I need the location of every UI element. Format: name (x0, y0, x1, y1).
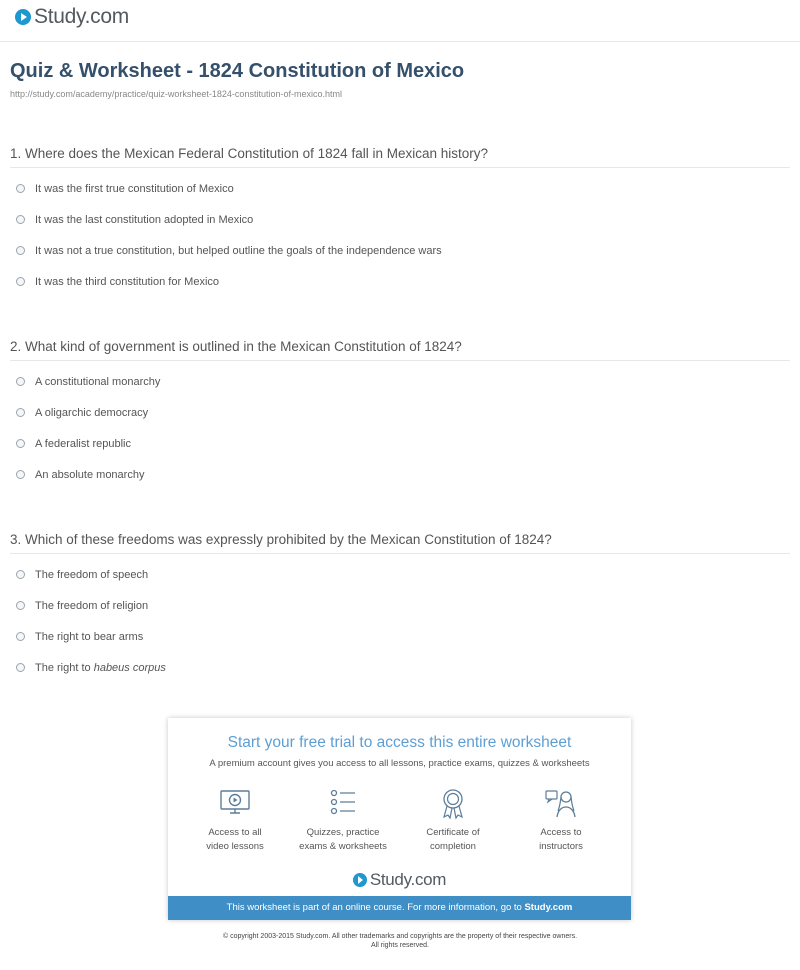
feature-label (511, 826, 611, 854)
header-divider (0, 41, 800, 42)
option-label: A federalist republic (35, 437, 131, 450)
option-label: It was the first true constitution of Mexico (35, 182, 234, 195)
video-lesson-icon (218, 786, 252, 820)
study-logo[interactable] (15, 5, 129, 29)
feature-label-line2: instructors (539, 841, 583, 852)
option-label (35, 662, 166, 674)
answer-option[interactable] (10, 204, 790, 235)
option-label: A oligarchic democracy (35, 406, 149, 419)
option-label: The freedom of speech (35, 568, 149, 581)
feature-label-line2: exams & worksheets (299, 841, 387, 852)
radio-icon[interactable] (16, 601, 25, 610)
promo-footer-link[interactable]: Study.com (524, 902, 573, 913)
copyright-notice (0, 932, 800, 950)
feature-label (403, 826, 503, 854)
answer-option[interactable] (10, 173, 790, 204)
feature-label-line1: Access to all (208, 827, 262, 838)
promo-subtitle: A premium account gives you access to all lessons, practice exams, quizzes & worksheets (209, 758, 590, 769)
question-1 (10, 146, 790, 297)
feature-label-line1: Certificate of (426, 827, 480, 838)
answer-option[interactable] (10, 235, 790, 266)
option-label: A constitutional monarchy (35, 375, 161, 388)
answer-option[interactable] (10, 459, 790, 490)
radio-icon[interactable] (16, 377, 25, 386)
play-icon (353, 873, 367, 887)
feature-label-line2: video lessons (206, 841, 264, 852)
question-title: 2. What kind of government is outlined in the Mexican Constitution of 1824? (10, 339, 790, 361)
checklist-icon (326, 786, 360, 820)
certificate-icon (436, 786, 470, 820)
answer-option[interactable] (10, 266, 790, 297)
page-url: http://study.com/academy/practice/quiz-worksheet-1824-constitution-of-mexico.html (10, 89, 342, 99)
feature-certificate (403, 786, 503, 854)
radio-icon[interactable] (16, 632, 25, 641)
question-2 (10, 339, 790, 490)
answer-option[interactable] (10, 559, 790, 590)
radio-icon[interactable] (16, 277, 25, 286)
radio-icon[interactable] (16, 184, 25, 193)
answer-option[interactable] (10, 428, 790, 459)
feature-video-lessons (185, 786, 285, 854)
radio-icon[interactable] (16, 663, 25, 672)
question-3 (10, 532, 790, 683)
answer-option[interactable] (10, 397, 790, 428)
promo-footer-text: This worksheet is part of an online course. For more information, go to (226, 902, 525, 913)
feature-label-line2: completion (430, 841, 476, 852)
feature-quizzes (293, 786, 393, 854)
radio-icon[interactable] (16, 570, 25, 579)
radio-icon[interactable] (16, 470, 25, 479)
feature-instructors (511, 786, 611, 854)
answer-option[interactable] (10, 590, 790, 621)
feature-label (185, 826, 285, 854)
copyright-line: All rights reserved. (371, 942, 429, 949)
feature-label-line1: Quizzes, practice (306, 827, 380, 838)
option-label: It was not a true constitution, but helped outline the goals of the independence wars (35, 244, 442, 257)
answer-option[interactable] (10, 366, 790, 397)
options-list (10, 559, 790, 683)
promo-study-logo[interactable] (168, 870, 631, 890)
copyright-line: © copyright 2003-2015 Study.com. All other trademarks and copyrights are the property of their respective owners. (222, 933, 578, 940)
answer-option[interactable] (10, 621, 790, 652)
radio-icon[interactable] (16, 215, 25, 224)
option-label: It was the third constitution for Mexico (35, 275, 220, 288)
play-icon (15, 9, 31, 25)
question-title: 3. Which of these freedoms was expressly prohibited by the Mexican Constitution of 1824? (10, 532, 790, 554)
promo-title[interactable]: Start your free trial to access this entire worksheet (227, 734, 572, 751)
page-title: Quiz & Worksheet - 1824 Constitution of Mexico (10, 60, 465, 82)
logo-text: Study.com (34, 5, 129, 28)
options-list (10, 173, 790, 297)
question-title: 1. Where does the Mexican Federal Constitution of 1824 fall in Mexican history? (10, 146, 790, 168)
logo-text: Study.com (369, 870, 447, 889)
trial-promo-box (168, 718, 631, 920)
option-label: The freedom of religion (35, 599, 149, 612)
option-label-prefix: The right to (35, 661, 94, 674)
option-label-italic: habeus corpus (93, 661, 166, 674)
feature-label (293, 826, 393, 854)
radio-icon[interactable] (16, 408, 25, 417)
answer-option[interactable] (10, 652, 790, 683)
options-list (10, 366, 790, 490)
instructor-icon (544, 786, 578, 820)
option-label: An absolute monarchy (35, 468, 145, 481)
radio-icon[interactable] (16, 246, 25, 255)
feature-label-line1: Access to (540, 827, 582, 838)
promo-footer-bar (168, 896, 631, 920)
option-label: It was the last constitution adopted in Mexico (35, 213, 254, 226)
option-label: The right to bear arms (35, 630, 144, 643)
radio-icon[interactable] (16, 439, 25, 448)
